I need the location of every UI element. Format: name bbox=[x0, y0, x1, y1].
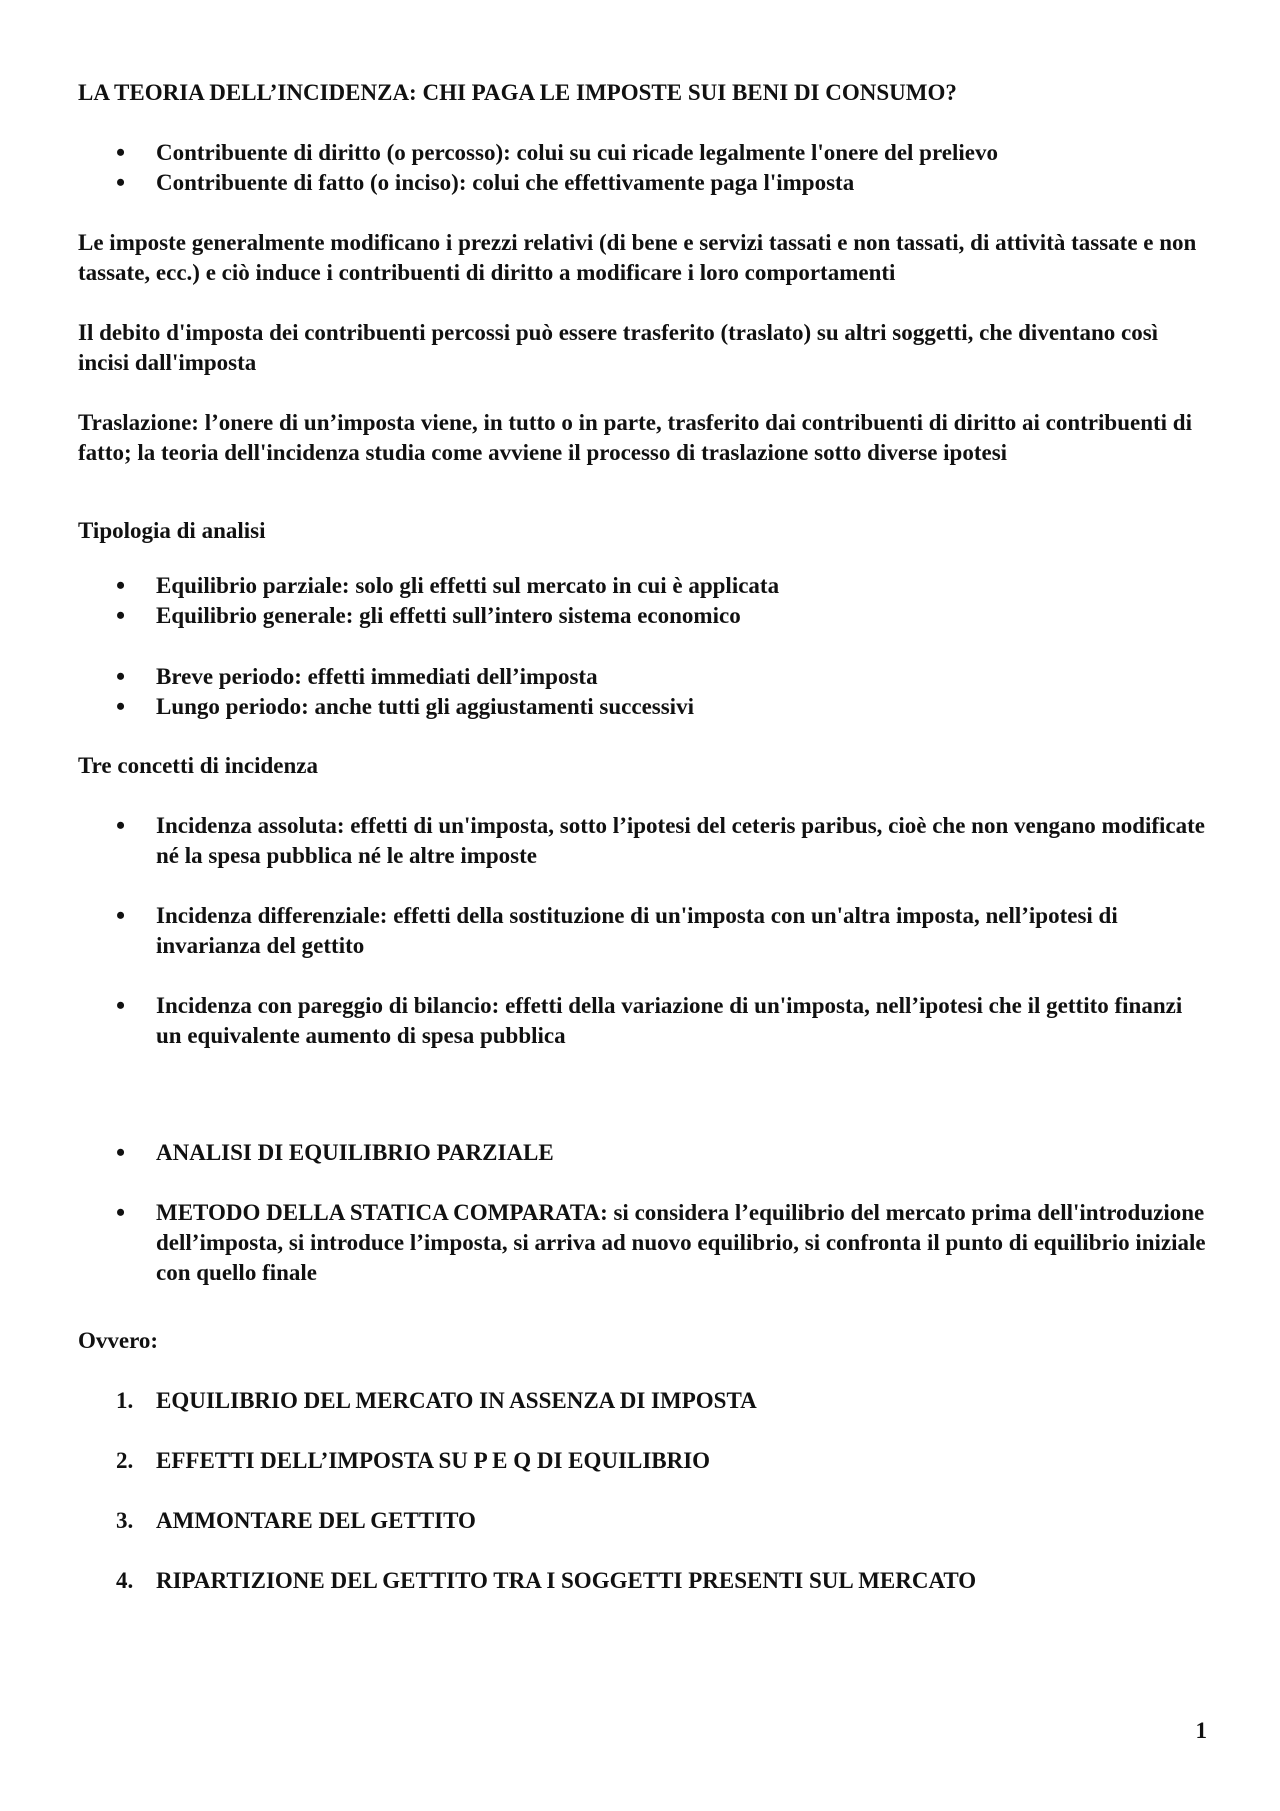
list-item: • METODO DELLA STATICA COMPARATA: si considera l’equilibrio del mercato prima dell'introduzione dell’imposta, si introduce l’imposta, si arriva ad nuovo equilibrio, si confronta il punto di equilibrio iniziale con quello finale bbox=[78, 1198, 1208, 1288]
document-page bbox=[78, 78, 1208, 1596]
step-text: EQUILIBRIO DEL MERCATO IN ASSENZA DI IMPOSTA bbox=[156, 1388, 757, 1413]
paragraph-traslazione: Traslazione: l’onere di un’imposta viene, in tutto o in parte, trasferito dai contribuenti di diritto ai contribuenti di fatto; la teoria dell'incidenza studia come avviene il processo di traslazione sotto diverse ipotesi bbox=[78, 410, 1192, 465]
paragraph-imposte-prezzi: Le imposte generalmente modificano i prezzi relativi (di bene e servizi tassati e non tassati, di attività tassate e non tassate, ecc.) e ciò induce i contribuenti di diritto a modificare i loro comportamenti bbox=[78, 230, 1197, 285]
equilibrio-list bbox=[78, 571, 1208, 631]
contribuenti-list bbox=[78, 138, 1208, 198]
list-item: • ANALISI DI EQUILIBRIO PARZIALE bbox=[78, 1138, 1208, 1168]
step-number: 3. bbox=[116, 1508, 134, 1533]
periodo-list bbox=[78, 662, 1208, 722]
list-item bbox=[78, 1506, 1208, 1536]
step-text: RIPARTIZIONE DEL GETTITO TRA I SOGGETTI PRESENTI SUL MERCATO bbox=[156, 1568, 977, 1593]
steps-list bbox=[78, 1386, 1208, 1596]
list-item bbox=[78, 1446, 1208, 1476]
list-item: • Incidenza differenziale: effetti della sostituzione di un'imposta con un'altra imposta, nell’ipotesi di invarianza del gettito bbox=[78, 901, 1208, 961]
list-item: • Contribuente di diritto (o percosso): colui su cui ricade legalmente l'onere del prelievo bbox=[78, 138, 1208, 168]
paragraph-debito-imposta: Il debito d'imposta dei contribuenti percossi può essere trasferito (traslato) su altri soggetti, che diventano così incisi dall'imposta bbox=[78, 320, 1159, 375]
step-number: 2. bbox=[116, 1448, 134, 1473]
list-item: • Contribuente di fatto (o inciso): colui che effettivamente paga l'imposta bbox=[78, 168, 1208, 198]
list-item: • Equilibrio parziale: solo gli effetti sul mercato in cui è applicata bbox=[78, 571, 1208, 601]
step-text: AMMONTARE DEL GETTITO bbox=[156, 1508, 476, 1533]
heading-concetti: Tre concetti di incidenza bbox=[78, 753, 318, 778]
list-item: • Incidenza assoluta: effetti di un'imposta, sotto l’ipotesi del ceteris paribus, cioè che non vengano modificate né la spesa pubblica né le altre imposte bbox=[78, 811, 1208, 871]
concetti-list bbox=[78, 811, 1208, 1051]
step-number: 1. bbox=[116, 1388, 134, 1413]
list-item: • Incidenza con pareggio di bilancio: effetti della variazione di un'imposta, nell’ipotesi che il gettito finanzi un equivalente aumento di spesa pubblica bbox=[78, 991, 1208, 1051]
heading-ovvero: Ovvero: bbox=[78, 1328, 159, 1353]
list-item bbox=[78, 1566, 1208, 1596]
step-text: EFFETTI DELL’IMPOSTA SU P E Q DI EQUILIBRIO bbox=[156, 1448, 711, 1473]
page-title: LA TEORIA DELL’INCIDENZA: CHI PAGA LE IMPOSTE SUI BENI DI CONSUMO? bbox=[78, 80, 957, 105]
list-item: • Equilibrio generale: gli effetti sull’intero sistema economico bbox=[78, 601, 1208, 631]
analisi-list bbox=[78, 1138, 1208, 1288]
list-item: • Breve periodo: effetti immediati dell’imposta bbox=[78, 662, 1208, 692]
heading-tipologia: Tipologia di analisi bbox=[78, 518, 266, 543]
step-number: 4. bbox=[116, 1568, 134, 1593]
page-number: 1 bbox=[1195, 1718, 1207, 1743]
list-item bbox=[78, 1386, 1208, 1416]
list-item: • Lungo periodo: anche tutti gli aggiustamenti successivi bbox=[78, 692, 1208, 722]
